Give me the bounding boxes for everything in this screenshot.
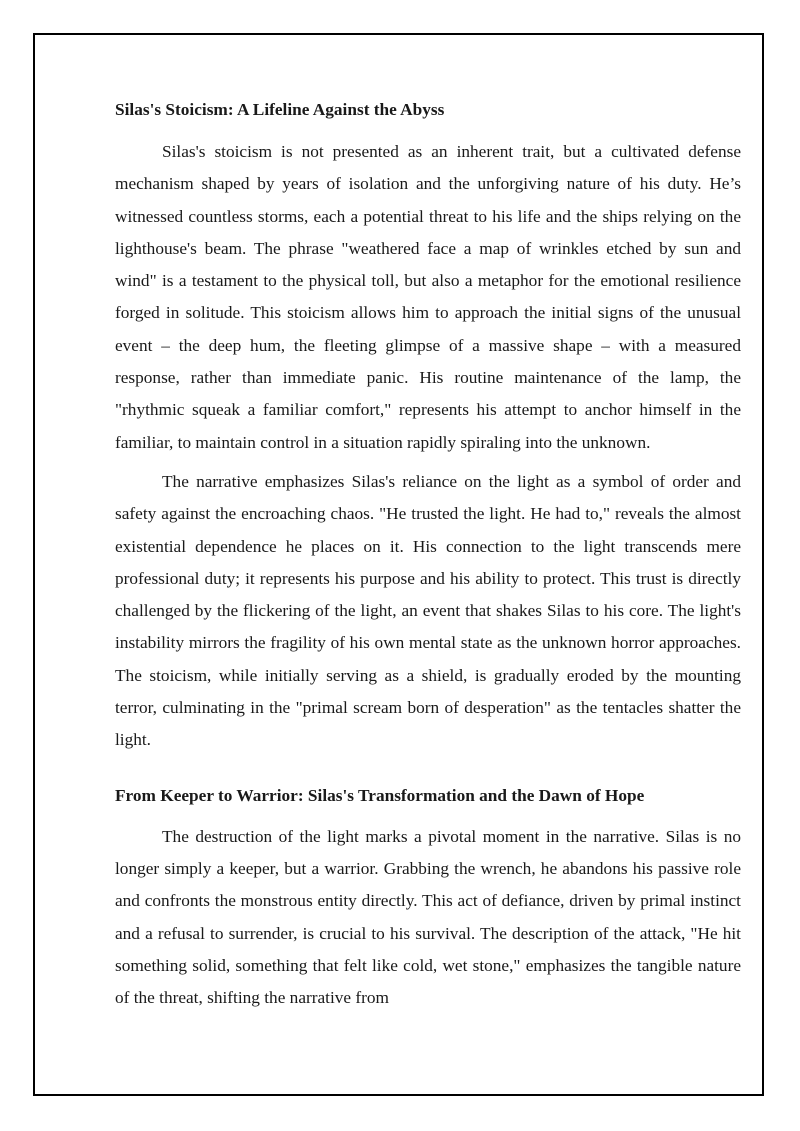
document-body	[115, 98, 741, 1021]
section-heading-stoicism: Silas's Stoicism: A Lifeline Against the Abyss	[115, 100, 445, 119]
paragraph: Silas's stoicism is not presented as an inherent trait, but a cultivated defense mechanism shaped by years of isolation and the unforgiving nature of his duty. He’s witnessed countless storms, each a potential threat to his life and the ships relying on the lighthouse's beam. The phrase "weathered face a map of wrinkles etched by sun and wind" is a testament to the physical toll, but also a metaphor for the emotional resilience forged in solitude. This stoicism allows him to approach the initial signs of the unusual event – the deep hum, the fleeting glimpse of a massive shape – with a measured response, rather than immediate panic. His routine maintenance of the lamp, the "rhythmic squeak a familiar comfort," represents his attempt to anchor himself in the familiar, to maintain control in a situation rapidly spiraling into the unknown.	[115, 142, 741, 452]
section-heading-transformation: From Keeper to Warrior: Silas's Transformation and the Dawn of Hope	[115, 785, 645, 805]
paragraph: The destruction of the light marks a pivotal moment in the narrative. Silas is no longer simply a keeper, but a warrior. Grabbing the wrench, he abandons his passive role and confronts the monstrous entity directly. This act of defiance, driven by primal instinct and a refusal to surrender, is crucial to his survival. The description of the attack, "He hit something solid, something that felt like cold, wet stone," emphasizes the tangible nature of the threat, shifting the narrative from	[115, 826, 741, 1008]
paragraph: The narrative emphasizes Silas's reliance on the light as a symbol of order and safety against the encroaching chaos. "He trusted the light. He had to," reveals the almost existential dependence he places on it. His connection to the light transcends mere professional duty; it represents his purpose and his ability to protect. This trust is directly challenged by the flickering of the light, an event that shakes Silas to his core. The light's instability mirrors the fragility of his own mental state as the unknown horror approaches. The stoicism, while initially serving as a shield, is gradually eroded by the mounting terror, culminating in the "primal scream born of desperation" as the tentacles shatter the light.	[115, 471, 741, 750]
